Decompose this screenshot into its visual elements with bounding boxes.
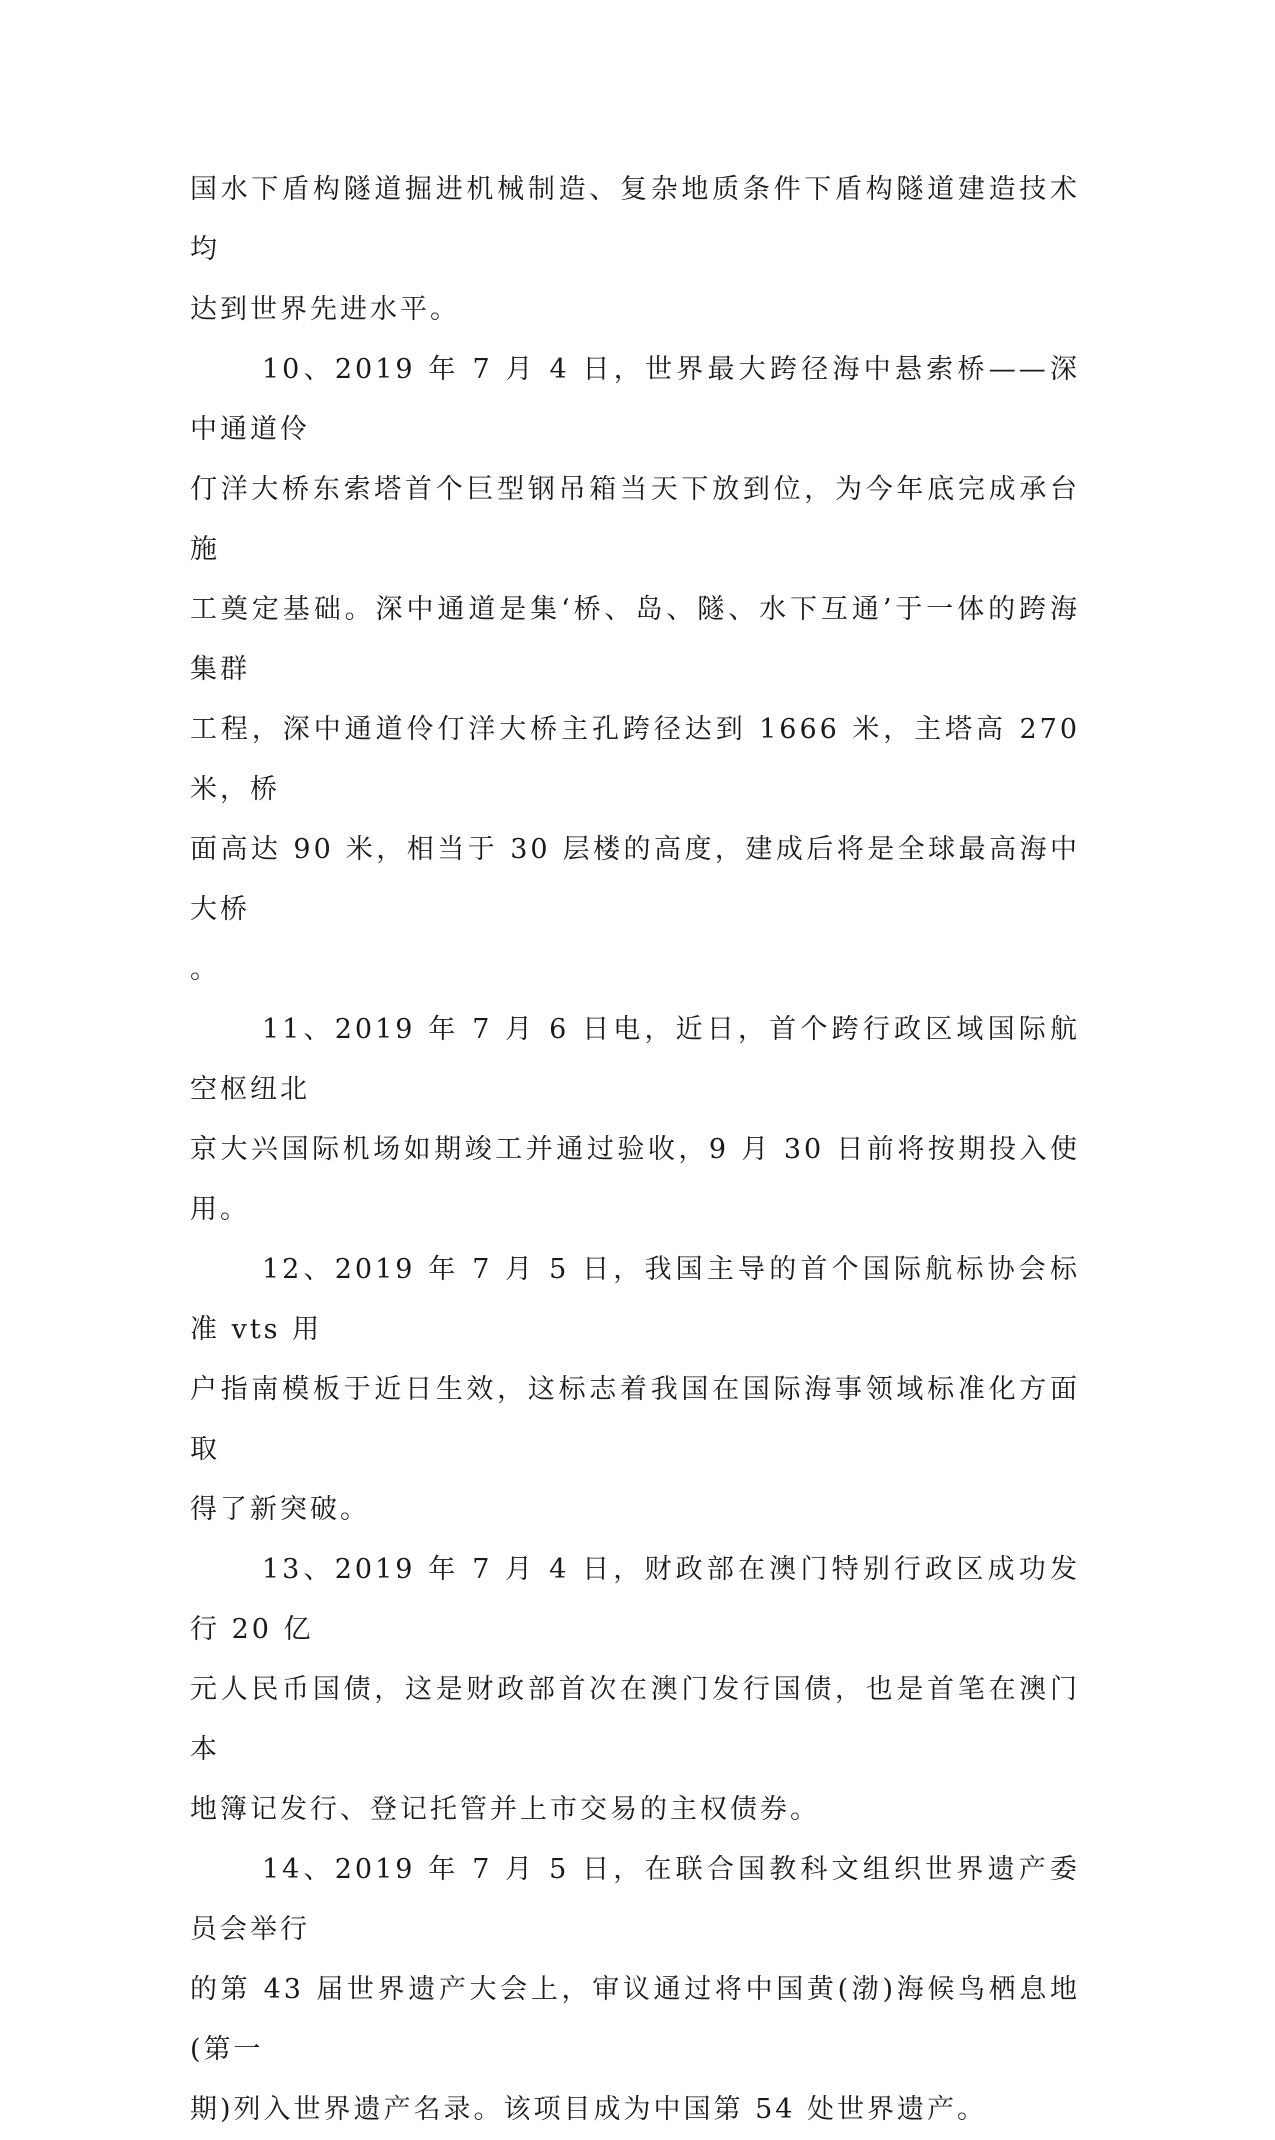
text-line: 仃洋大桥东索塔首个巨型钢吊箱当天下放到位，为今年底完成承台施	[190, 474, 1080, 565]
text-line: 12、2019 年 7 月 5 日，我国主导的首个国际航标协会标准 vts 用	[190, 1254, 1080, 1345]
document-body	[190, 160, 1080, 2140]
text-line: 11、2019 年 7 月 6 日电，近日，首个跨行政区域国际航空枢纽北	[190, 1014, 1080, 1105]
paragraph-item-12	[190, 1240, 1080, 1540]
text-line: 元人民币国债，这是财政部首次在澳门发行国债，也是首笔在澳门本	[190, 1674, 1080, 1765]
paragraph-item-13	[190, 1540, 1080, 1840]
text-line: 地簿记发行、登记托管并上市交易的主权债券。	[190, 1794, 820, 1825]
paragraph-item-11	[190, 1000, 1080, 1240]
text-line: 工奠定基础。深中通道是集‘桥、岛、隧、水下互通’于一体的跨海集群	[190, 594, 1080, 685]
text-line: 户指南模板于近日生效，这标志着我国在国际海事领域标准化方面取	[190, 1374, 1080, 1465]
text-line: 工程，深中通道伶仃洋大桥主孔跨径达到 1666 米，主塔高 270 米，桥	[190, 714, 1080, 805]
text-line: 的第 43 届世界遗产大会上，审议通过将中国黄(渤)海候鸟栖息地(第一	[190, 1974, 1080, 2065]
paragraph-item-10	[190, 340, 1080, 1000]
text-line: 国水下盾构隧道掘进机械制造、复杂地质条件下盾构隧道建造技术均	[190, 174, 1080, 265]
text-line: 京大兴国际机场如期竣工并通过验收，9 月 30 日前将按期投入使用。	[190, 1134, 1080, 1225]
text-line: 10、2019 年 7 月 4 日，世界最大跨径海中悬索桥——深中通道伶	[190, 354, 1080, 445]
text-line: 13、2019 年 7 月 4 日，财政部在澳门特别行政区成功发行 20 亿	[190, 1554, 1080, 1645]
paragraph-item-14	[190, 1840, 1080, 2140]
text-line: 达到世界先进水平。	[190, 294, 460, 325]
text-line: 14、2019 年 7 月 5 日，在联合国教科文组织世界遗产委员会举行	[190, 1854, 1080, 1945]
text-line: 。	[190, 954, 220, 985]
text-line: 期)列入世界遗产名录。该项目成为中国第 54 处世界遗产。	[190, 2094, 988, 2125]
text-line: 面高达 90 米，相当于 30 层楼的高度，建成后将是全球最高海中大桥	[190, 834, 1080, 925]
text-line: 得了新突破。	[190, 1494, 370, 1525]
paragraph-continued	[190, 160, 1080, 340]
